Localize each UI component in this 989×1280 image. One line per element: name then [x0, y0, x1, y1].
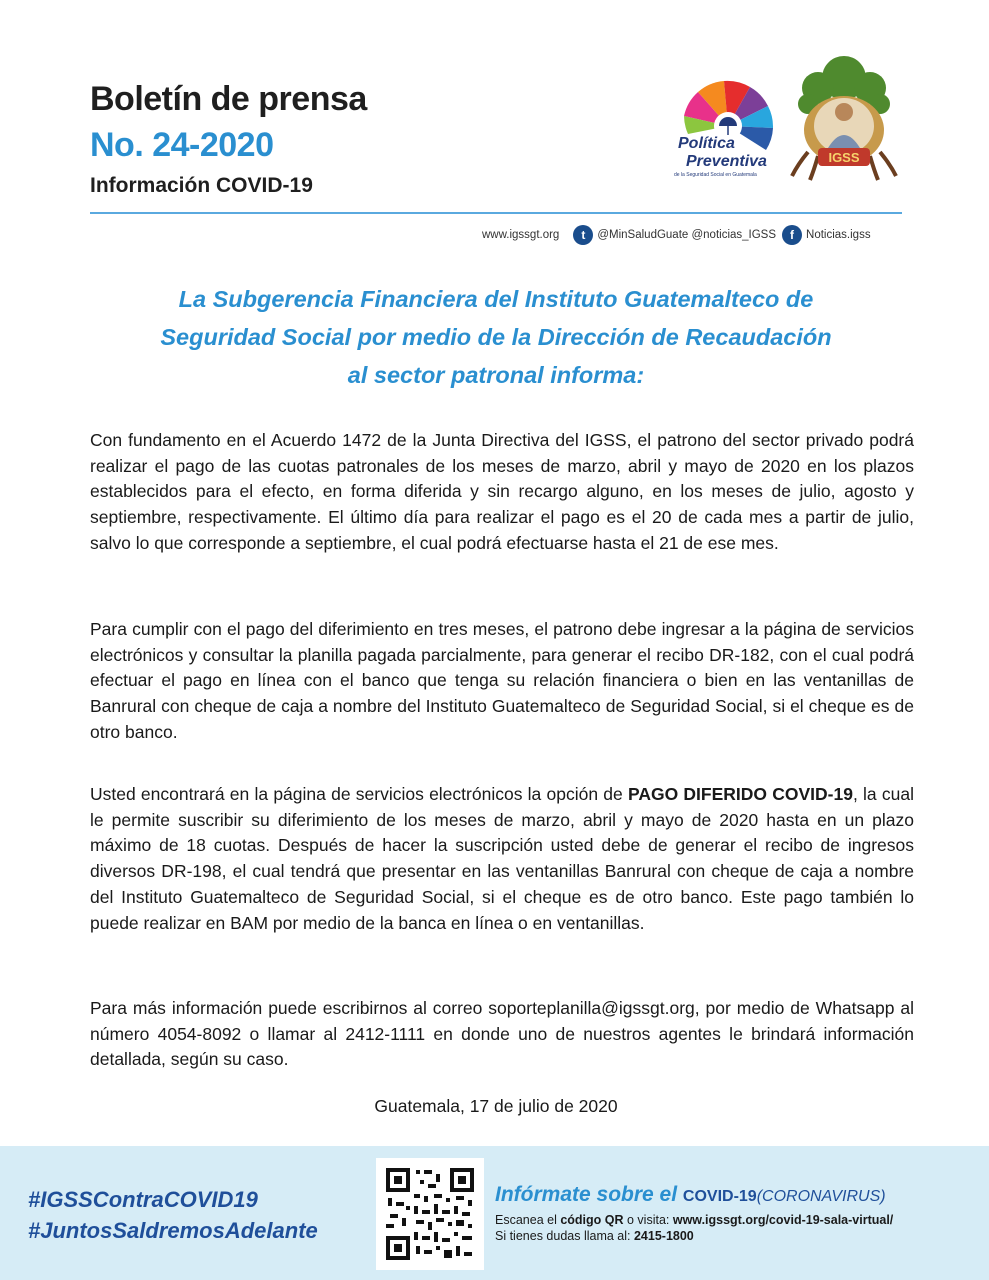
facebook-icon: f: [782, 225, 802, 245]
pago-diferido-label: PAGO DIFERIDO COVID-19: [627, 784, 853, 804]
p3-start: Usted encontrará en la página de servicios electrónicos la opción de: [90, 784, 628, 804]
qr-text: código QR: [560, 1213, 624, 1227]
hashtag-igss: #IGSSContraCOVID19: [28, 1187, 258, 1212]
phone-number[interactable]: 2415-1800: [633, 1229, 694, 1243]
info-scan-line: [495, 1213, 893, 1227]
headline-line: La Subgerencia Financiera del Instituto Guatemalteco de: [178, 286, 814, 312]
visit-text: o visita:: [623, 1213, 673, 1227]
phone-label: Si tienes dudas llama al:: [495, 1229, 634, 1243]
bulletin-subtitle: Información COVID-19: [90, 174, 313, 197]
paragraph-cumplir: Para cumplir con el pago del diferimiento en tres meses, el patrono debe ingresar a la página de servicios electrónicos y consultar la planilla pagada parcialmente, para generar el recibo DR-182, con el cual podrá efectuar el pago en línea con el banco que tenga su relación financiera o bien en las ventanillas de Banrural con cheque de caja a nombre del Instituto Guatemalteco de Seguridad Social, si el cheque es de otro banco.: [90, 619, 914, 742]
bulletin-title: Boletín de prensa: [90, 80, 367, 118]
info-phone-line: [495, 1229, 694, 1243]
info-title-text: Infórmate sobre el: [495, 1183, 683, 1206]
paragraph-pago-diferido: [90, 782, 914, 936]
headline-line: al sector patronal informa:: [347, 362, 645, 388]
info-coronavirus: (CORONAVIRUS): [756, 1188, 886, 1205]
igss-seal-logo: [788, 52, 900, 184]
bulletin-number: No. 24-2020: [90, 126, 274, 164]
headline-line: Seguridad Social por medio de la Dirección de Recaudación: [160, 324, 832, 350]
twitter-icon: t: [573, 225, 593, 245]
info-covid: COVID-19: [682, 1188, 757, 1205]
sala-virtual-link[interactable]: www.igssgt.org/covid-19-sala-virtual/: [672, 1213, 894, 1227]
header-divider: [90, 212, 902, 214]
paragraph-fundamento: Con fundamento en el Acuerdo 1472 de la Junta Directiva del IGSS, el patrono del sector privado podrá realizar el pago de las cuotas patronales de los meses de marzo, abril y mayo de 2020 en los plazos establecidos para el efecto, en forma diferida y sin recargo alguno, en los meses de julio, agosto y septiembre, respectivamente. El último día para realizar el pago es el 20 de cada mes a partir de julio, salvo lo que corresponde a septiembre, el cual podrá efectuarse hasta el 21 de ese mes.: [90, 430, 914, 553]
headline: [90, 280, 902, 394]
scan-text: Escanea el: [495, 1213, 561, 1227]
p3-end: , la cual le permite suscribir su diferimiento de los meses de marzo, abril y mayo de 2020 hasta en un plazo máximo de 18 cuotas. Después de hacer la suscripción usted debe de generar el recibo de ingresos diversos DR-198, el cual tendrá que presentar en las ventanillas Banrural con cheque de caja a nombre del Instituto Guatemalteco de Seguridad Social, si el cheque es de otro banco. Este pago también lo puede realizar en BAM por medio de la banca en línea o en ventanillas.: [90, 784, 914, 933]
social-links: [482, 224, 871, 246]
twitter-handles[interactable]: @MinSaludGuate @noticias_IGSS: [597, 229, 777, 241]
igss-seal-label: IGSS: [828, 150, 860, 165]
politica-text: Política: [678, 135, 735, 152]
facebook-handle[interactable]: Noticias.igss: [806, 229, 871, 241]
info-title: [495, 1183, 886, 1207]
dateline: Guatemala, 17 de julio de 2020: [374, 1096, 618, 1116]
preventiva-text: Preventiva: [686, 153, 767, 170]
qr-code[interactable]: [376, 1158, 484, 1270]
website-link[interactable]: www.igssgt.org: [482, 229, 560, 241]
politica-tagline: de la Seguridad Social en Guatemala: [674, 172, 757, 178]
paragraph-contacto: Para más información puede escribirnos al correo soporteplanilla@igssgt.org, por medio de Whatsapp al número 4054-8092 o llamar al 2412-1111 en donde uno de nuestros agentes le brindará información detallada, según su caso.: [90, 998, 914, 1070]
hashtag-juntos: #JuntosSaldremosAdelante: [28, 1218, 318, 1243]
